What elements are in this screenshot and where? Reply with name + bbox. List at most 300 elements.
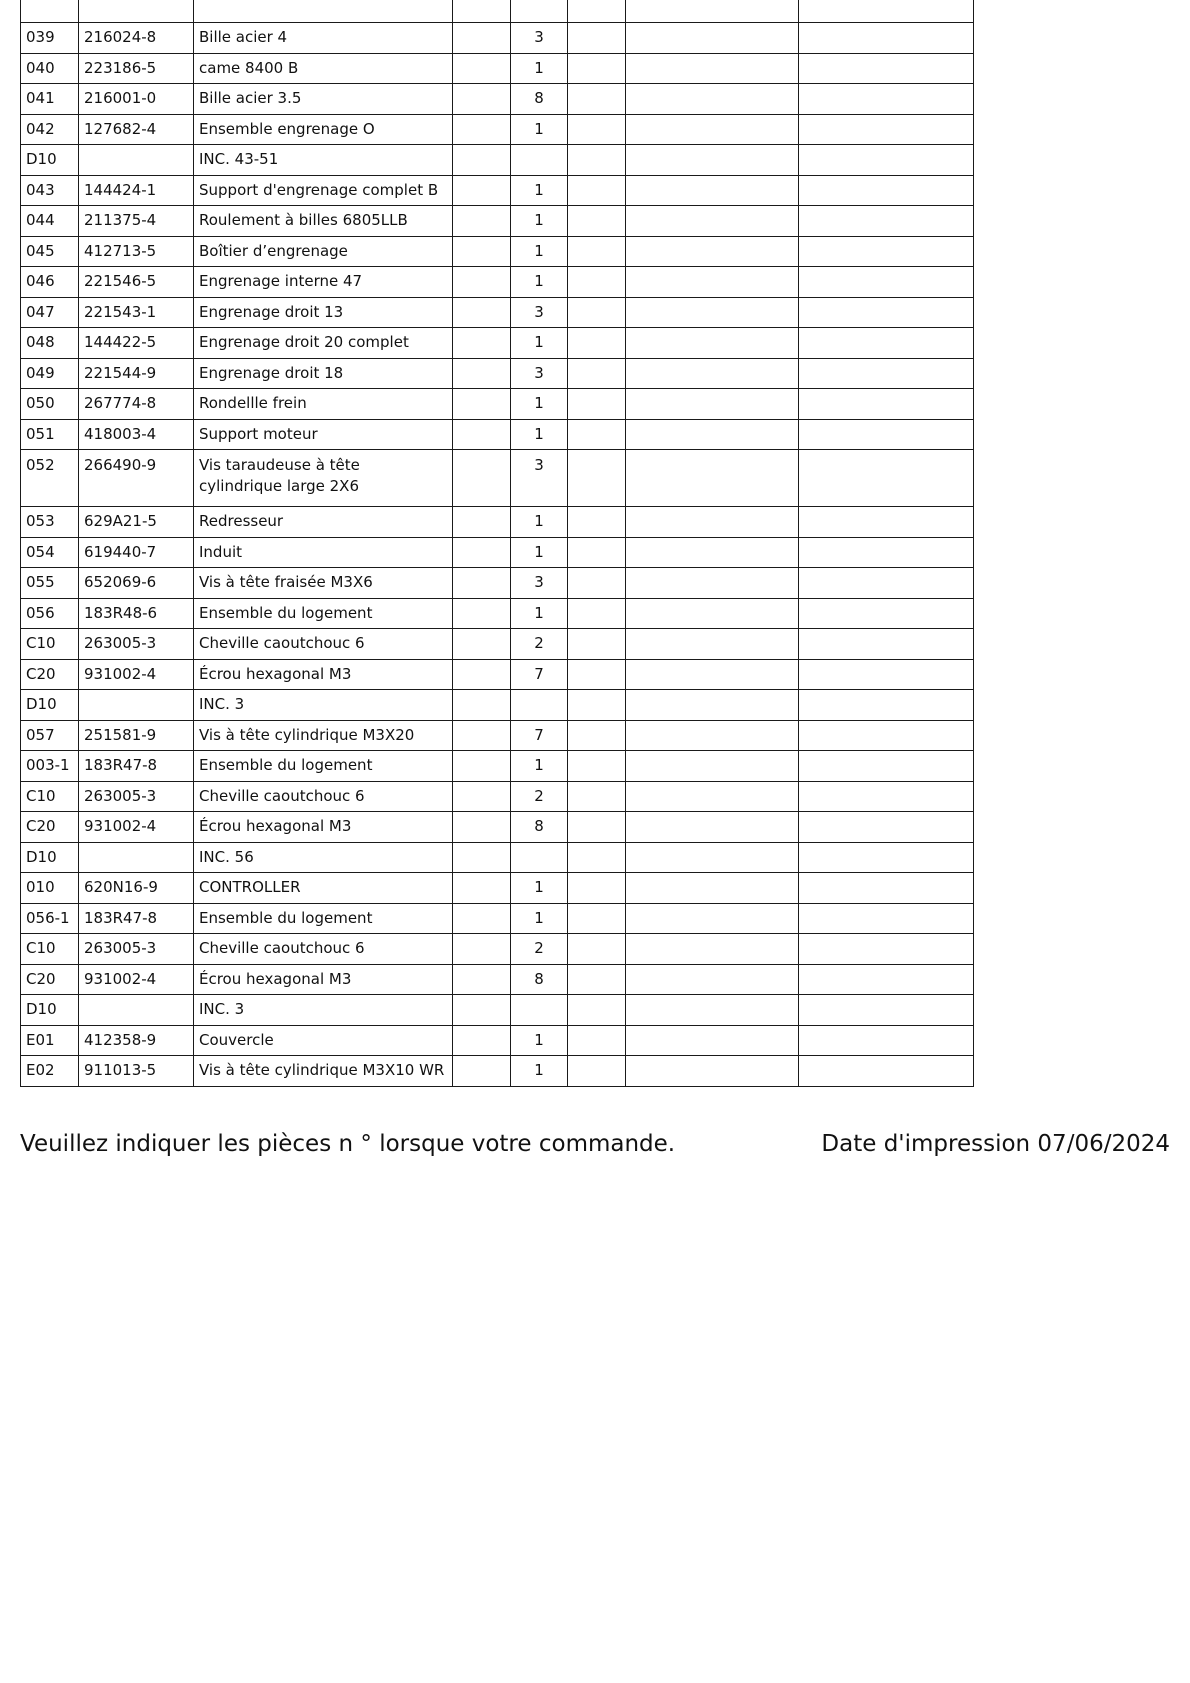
description-cell: Écrou hexagonal M3 [194,964,453,995]
table-row [21,1025,974,1056]
empty-cell [799,23,974,54]
empty-cell [568,690,626,721]
part-number-cell: 931002-4 [79,812,194,843]
table-cell [568,0,626,23]
empty-cell [626,537,799,568]
empty-cell [453,236,511,267]
parts-table-body [21,0,974,1086]
empty-cell [568,537,626,568]
item-number-cell: 040 [21,53,79,84]
empty-cell [453,568,511,599]
item-number-cell: C20 [21,964,79,995]
description-cell: Cheville caoutchouc 6 [194,934,453,965]
table-row [21,720,974,751]
item-number-cell: E01 [21,1025,79,1056]
table-row [21,145,974,176]
empty-cell [568,114,626,145]
description-cell: Redresseur [194,507,453,538]
description-cell: Engrenage droit 20 complet [194,328,453,359]
empty-cell [568,1025,626,1056]
empty-cell [799,995,974,1026]
empty-cell [453,206,511,237]
description-cell: Engrenage droit 18 [194,358,453,389]
empty-cell [568,995,626,1026]
empty-cell [568,842,626,873]
table-row [21,206,974,237]
quantity-cell: 7 [511,720,568,751]
empty-cell [799,389,974,420]
empty-cell [568,873,626,904]
table-row [21,568,974,599]
table-row [21,328,974,359]
item-number-cell: C10 [21,629,79,660]
part-number-cell: 931002-4 [79,964,194,995]
table-row [21,114,974,145]
empty-cell [453,114,511,145]
quantity-cell [511,842,568,873]
quantity-cell: 2 [511,934,568,965]
empty-cell [626,297,799,328]
empty-cell [799,903,974,934]
part-number-cell: 183R48-6 [79,598,194,629]
empty-cell [568,964,626,995]
description-cell: Ensemble du logement [194,751,453,782]
description-cell: Ensemble du logement [194,903,453,934]
part-number-cell: 216001-0 [79,84,194,115]
empty-cell [453,873,511,904]
part-number-cell: 211375-4 [79,206,194,237]
part-number-cell: 629A21-5 [79,507,194,538]
table-row [21,995,974,1026]
quantity-cell: 1 [511,175,568,206]
quantity-cell: 3 [511,358,568,389]
description-cell: Couvercle [194,1025,453,1056]
empty-cell [799,450,974,507]
empty-cell [799,751,974,782]
empty-cell [453,629,511,660]
empty-cell [453,842,511,873]
part-number-cell: 221546-5 [79,267,194,298]
empty-cell [453,598,511,629]
item-number-cell: 041 [21,84,79,115]
part-number-cell: 183R47-8 [79,903,194,934]
empty-cell [799,236,974,267]
empty-cell [626,964,799,995]
empty-cell [453,934,511,965]
empty-cell [568,297,626,328]
part-number-cell: 221543-1 [79,297,194,328]
table-row [21,236,974,267]
part-number-cell: 619440-7 [79,537,194,568]
empty-cell [626,934,799,965]
empty-cell [626,812,799,843]
empty-cell [453,1025,511,1056]
empty-cell [626,842,799,873]
table-row [21,537,974,568]
empty-cell [453,328,511,359]
quantity-cell: 1 [511,236,568,267]
description-cell: Engrenage interne 47 [194,267,453,298]
item-number-cell: 047 [21,297,79,328]
empty-cell [568,267,626,298]
part-number-cell: 931002-4 [79,659,194,690]
item-number-cell: C20 [21,659,79,690]
empty-cell [453,751,511,782]
quantity-cell: 8 [511,964,568,995]
quantity-cell: 1 [511,1056,568,1087]
empty-cell [568,328,626,359]
item-number-cell: 045 [21,236,79,267]
description-cell: Écrou hexagonal M3 [194,812,453,843]
empty-cell [799,598,974,629]
description-cell: Vis à tête cylindrique M3X20 [194,720,453,751]
empty-cell [626,1056,799,1087]
quantity-cell [511,145,568,176]
empty-cell [453,145,511,176]
table-row [21,507,974,538]
table-row [21,659,974,690]
empty-cell [568,751,626,782]
empty-cell [626,175,799,206]
empty-cell [568,236,626,267]
table-row [21,23,974,54]
empty-cell [799,690,974,721]
table-row [21,812,974,843]
empty-cell [799,1025,974,1056]
empty-cell [626,1025,799,1056]
description-cell: CONTROLLER [194,873,453,904]
quantity-cell: 1 [511,114,568,145]
item-number-cell: E02 [21,1056,79,1087]
empty-cell [799,781,974,812]
empty-cell [799,507,974,538]
empty-cell [453,419,511,450]
empty-cell [453,389,511,420]
quantity-cell: 1 [511,206,568,237]
empty-cell [453,23,511,54]
table-row [21,84,974,115]
quantity-cell: 1 [511,1025,568,1056]
item-number-cell: 057 [21,720,79,751]
item-number-cell: 003-1 [21,751,79,782]
empty-cell [799,114,974,145]
item-number-cell: 054 [21,537,79,568]
table-cell [194,0,453,23]
quantity-cell: 1 [511,53,568,84]
part-number-cell [79,145,194,176]
table-row [21,389,974,420]
table-row [21,267,974,298]
empty-cell [626,781,799,812]
part-number-cell: 263005-3 [79,781,194,812]
empty-cell [799,419,974,450]
empty-cell [626,389,799,420]
description-cell: Boîtier d’engrenage [194,236,453,267]
empty-cell [799,297,974,328]
empty-cell [626,720,799,751]
description-cell: Vis à tête cylindrique M3X10 WR [194,1056,453,1087]
empty-cell [626,751,799,782]
item-number-cell: 039 [21,23,79,54]
part-number-cell: 263005-3 [79,934,194,965]
quantity-cell: 7 [511,659,568,690]
empty-cell [626,659,799,690]
quantity-cell [511,995,568,1026]
empty-cell [453,903,511,934]
empty-cell [799,842,974,873]
quantity-cell [511,690,568,721]
empty-cell [626,53,799,84]
empty-cell [568,781,626,812]
empty-cell [626,629,799,660]
empty-cell [568,812,626,843]
table-row [21,690,974,721]
empty-cell [626,568,799,599]
empty-cell [568,507,626,538]
table-cell [453,0,511,23]
empty-cell [799,934,974,965]
empty-cell [799,812,974,843]
empty-cell [453,720,511,751]
part-number-cell [79,995,194,1026]
print-date: Date d'impression 07/06/2024 [821,1131,1170,1157]
quantity-cell: 1 [511,389,568,420]
empty-cell [568,419,626,450]
part-number-cell: 144424-1 [79,175,194,206]
quantity-cell: 2 [511,781,568,812]
empty-cell [568,903,626,934]
part-number-cell: 223186-5 [79,53,194,84]
order-instruction-note: Veuillez indiquer les pièces n ° lorsque votre commande. [20,1131,676,1157]
description-cell: Engrenage droit 13 [194,297,453,328]
item-number-cell: 055 [21,568,79,599]
table-row [21,53,974,84]
empty-cell [453,964,511,995]
empty-cell [799,358,974,389]
table-cell [626,0,799,23]
quantity-cell: 1 [511,598,568,629]
empty-cell [568,1056,626,1087]
table-cell [799,0,974,23]
description-cell: Induit [194,537,453,568]
part-number-cell: 144422-5 [79,328,194,359]
empty-cell [453,450,511,507]
quantity-cell: 1 [511,537,568,568]
item-number-cell: 051 [21,419,79,450]
item-number-cell: 053 [21,507,79,538]
description-cell: Cheville caoutchouc 6 [194,629,453,660]
item-number-cell: C10 [21,934,79,965]
item-number-cell: 042 [21,114,79,145]
description-cell: Bille acier 4 [194,23,453,54]
empty-cell [453,175,511,206]
item-number-cell: 043 [21,175,79,206]
item-number-cell: 056-1 [21,903,79,934]
table-cell [79,0,194,23]
item-number-cell: 046 [21,267,79,298]
empty-cell [799,328,974,359]
table-row [21,903,974,934]
empty-cell [799,1056,974,1087]
table-row [21,598,974,629]
description-cell: Écrou hexagonal M3 [194,659,453,690]
empty-cell [568,206,626,237]
empty-cell [453,507,511,538]
empty-cell [799,53,974,84]
description-cell: Cheville caoutchouc 6 [194,781,453,812]
item-number-cell: C20 [21,812,79,843]
empty-cell [626,267,799,298]
description-cell: Support moteur [194,419,453,450]
empty-cell [626,419,799,450]
parts-table [20,0,974,1087]
description-cell: Roulement à billes 6805LLB [194,206,453,237]
description-cell: INC. 43-51 [194,145,453,176]
item-number-cell: 010 [21,873,79,904]
table-row [21,297,974,328]
empty-cell [453,84,511,115]
table-top-edge-row [21,0,974,23]
empty-cell [568,53,626,84]
description-cell: Rondellle frein [194,389,453,420]
part-number-cell: 221544-9 [79,358,194,389]
description-cell: INC. 3 [194,690,453,721]
empty-cell [799,568,974,599]
empty-cell [626,450,799,507]
empty-cell [626,23,799,54]
quantity-cell: 8 [511,84,568,115]
part-number-cell: 412713-5 [79,236,194,267]
empty-cell [568,84,626,115]
table-row [21,450,974,507]
empty-cell [626,903,799,934]
item-number-cell: 048 [21,328,79,359]
empty-cell [453,1056,511,1087]
part-number-cell: 911013-5 [79,1056,194,1087]
quantity-cell: 1 [511,873,568,904]
empty-cell [799,84,974,115]
part-number-cell: 418003-4 [79,419,194,450]
table-row [21,419,974,450]
description-cell: Support d'engrenage complet B [194,175,453,206]
empty-cell [568,175,626,206]
item-number-cell: 049 [21,358,79,389]
empty-cell [799,720,974,751]
empty-cell [799,145,974,176]
empty-cell [453,53,511,84]
empty-cell [453,995,511,1026]
empty-cell [568,934,626,965]
empty-cell [626,84,799,115]
table-row [21,781,974,812]
empty-cell [626,328,799,359]
empty-cell [799,267,974,298]
table-row [21,358,974,389]
quantity-cell: 3 [511,23,568,54]
part-number-cell: 127682-4 [79,114,194,145]
empty-cell [626,145,799,176]
part-number-cell: 183R47-8 [79,751,194,782]
empty-cell [453,659,511,690]
table-row [21,1056,974,1087]
description-cell: Bille acier 3.5 [194,84,453,115]
item-number-cell: D10 [21,842,79,873]
item-number-cell: 056 [21,598,79,629]
description-cell: Vis taraudeuse à tête cylindrique large 2X6 [194,450,453,507]
item-number-cell: D10 [21,145,79,176]
empty-cell [626,206,799,237]
part-number-cell: 251581-9 [79,720,194,751]
empty-cell [453,781,511,812]
table-row [21,934,974,965]
quantity-cell: 1 [511,267,568,298]
table-row [21,964,974,995]
quantity-cell: 3 [511,450,568,507]
item-number-cell: 052 [21,450,79,507]
item-number-cell: D10 [21,690,79,721]
quantity-cell: 2 [511,629,568,660]
table-row [21,175,974,206]
empty-cell [626,873,799,904]
empty-cell [626,358,799,389]
empty-cell [568,629,626,660]
empty-cell [568,389,626,420]
empty-cell [568,568,626,599]
table-row [21,842,974,873]
empty-cell [453,297,511,328]
description-cell: INC. 3 [194,995,453,1026]
empty-cell [568,450,626,507]
part-number-cell: 652069-6 [79,568,194,599]
empty-cell [568,23,626,54]
empty-cell [568,659,626,690]
empty-cell [453,267,511,298]
empty-cell [626,507,799,538]
description-cell: Vis à tête fraisée M3X6 [194,568,453,599]
empty-cell [568,720,626,751]
empty-cell [799,537,974,568]
table-row [21,629,974,660]
quantity-cell: 1 [511,419,568,450]
item-number-cell: C10 [21,781,79,812]
quantity-cell: 1 [511,751,568,782]
quantity-cell: 8 [511,812,568,843]
part-number-cell: 267774-8 [79,389,194,420]
table-row [21,873,974,904]
empty-cell [453,690,511,721]
empty-cell [568,145,626,176]
empty-cell [453,812,511,843]
empty-cell [799,873,974,904]
empty-cell [568,358,626,389]
description-cell: INC. 56 [194,842,453,873]
empty-cell [626,236,799,267]
empty-cell [626,598,799,629]
empty-cell [626,690,799,721]
item-number-cell: 050 [21,389,79,420]
empty-cell [626,995,799,1026]
part-number-cell: 216024-8 [79,23,194,54]
part-number-cell: 263005-3 [79,629,194,660]
quantity-cell: 1 [511,507,568,538]
empty-cell [568,598,626,629]
description-cell: came 8400 B [194,53,453,84]
part-number-cell [79,690,194,721]
empty-cell [453,358,511,389]
quantity-cell: 1 [511,903,568,934]
empty-cell [453,537,511,568]
part-number-cell: 266490-9 [79,450,194,507]
